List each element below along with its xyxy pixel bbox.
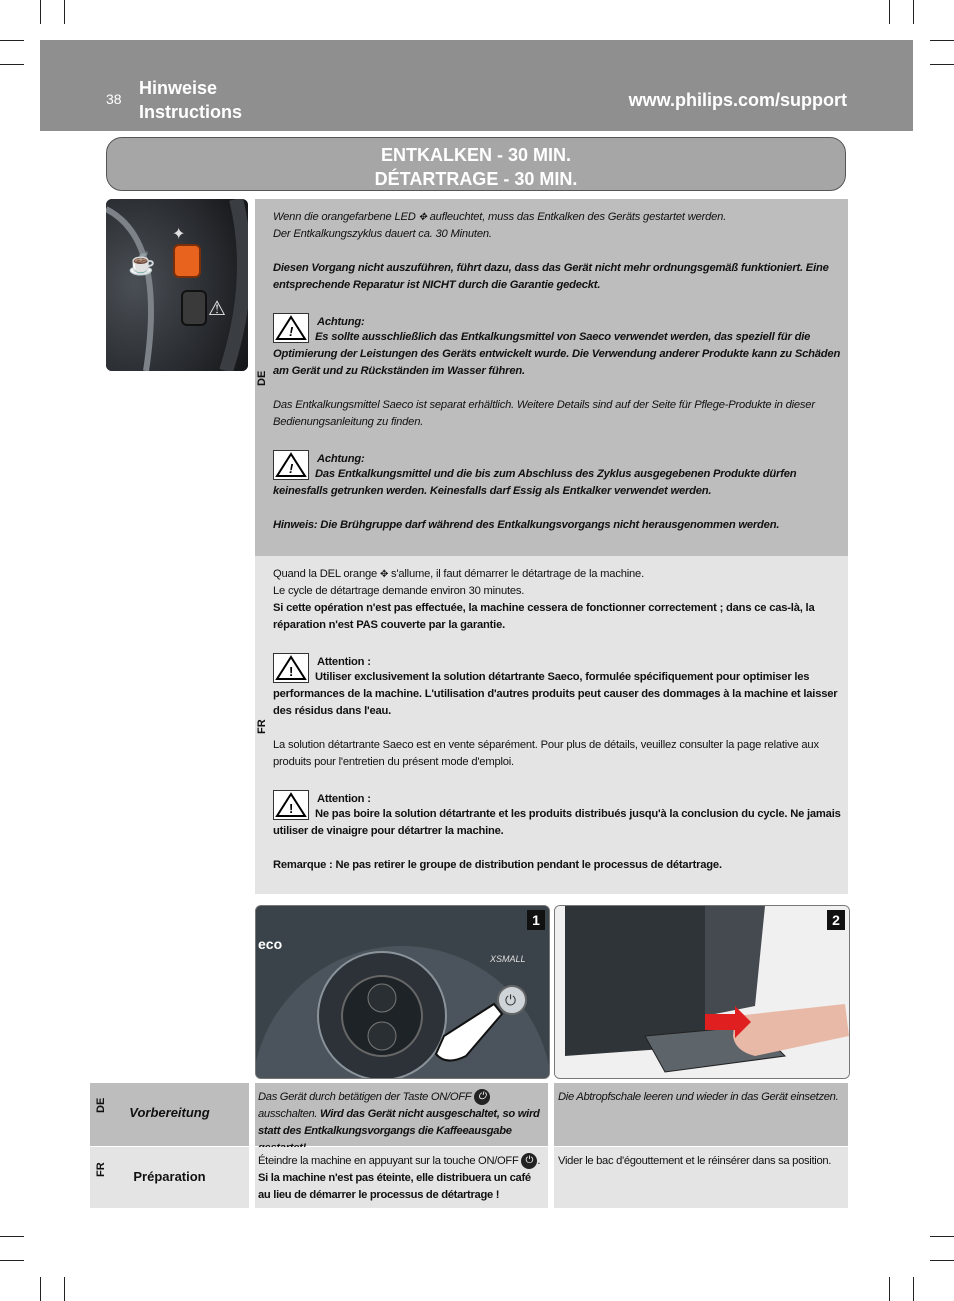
de-attention-1-title: Achtung: — [317, 316, 365, 328]
fr-led-intro: Quand la DEL orange — [273, 568, 378, 580]
warning-triangle-icon — [273, 653, 309, 683]
crop-mark — [64, 0, 65, 24]
crop-mark — [0, 40, 24, 41]
step-2-text: Vider le bac d'égouttement et le réinsérer dans sa position. — [558, 1155, 832, 1167]
de-descaler-info: Das Entkalkungsmittel Saeco ist separat erhältlich. Weitere Details sind auf der Seite für Pflege-Produkte in dieser Bedienungsanleitung zu finden. — [273, 399, 815, 428]
step-1-text: Das Gerät durch betätigen der Taste ON/OFF — [258, 1091, 472, 1103]
section-title-de: Hinweise — [139, 78, 218, 98]
page-title — [106, 137, 846, 191]
de-duration: Der Entkalkungszyklus dauert ca. 30 Minuten. — [273, 228, 492, 240]
warning-triangle-icon — [273, 790, 309, 820]
crop-mark — [0, 64, 24, 65]
crop-mark — [889, 0, 890, 24]
warning-triangle-icon — [273, 313, 309, 343]
step-1-warning: Wird das Gerät nicht ausgeschaltet, so wird statt des Entkalkungsvorgangs die Kaffeeausgabe — [258, 1108, 540, 1137]
step-1-cell — [255, 1147, 548, 1208]
fr-warning-text: Si cette opération n'est pas effectuée, la machine cessera de fonctionner correctement ; dans ce cas-là, la réparation n'est PAS couverte par la garantie. — [273, 602, 815, 631]
crop-mark — [40, 1277, 41, 1301]
svg-text:!: ! — [289, 324, 294, 339]
page-header — [40, 40, 913, 131]
brand-logo: eco — [258, 936, 283, 952]
fr-led-text: s'allume, il faut démarrer le détartrage de la machine. — [391, 568, 644, 580]
de-led-text: aufleuchtet, muss das Entkalken des Geräts gestartet werden. — [429, 211, 727, 223]
cup-steam-icon: ☕ — [128, 251, 156, 276]
warning-triangle-icon — [273, 450, 309, 480]
crop-mark — [0, 1260, 24, 1261]
lang-code-de: DE — [256, 370, 268, 386]
descale-led-icon: ✥ — [379, 569, 389, 580]
crop-mark — [40, 0, 41, 24]
step-1-warning: Si la machine n'est pas éteinte, elle distribuera un café au lieu de démarrer le processus de détartrage ! — [258, 1172, 531, 1201]
step-lang-cell — [90, 1083, 249, 1146]
step-1-cell — [255, 1083, 548, 1146]
steps-row-fr — [90, 1147, 848, 1208]
descale-icon: ✦ — [172, 226, 186, 243]
step-lang-code: DE — [95, 1097, 107, 1113]
de-warning-text: Diesen Vorgang nicht auszuführen, führt dazu, dass das Gerät nicht mehr ordnungsgemäß funktioniert. Eine entsprechende Reparatur ist NICHT durch die Garantie gedeckt. — [273, 262, 829, 291]
alarm-button — [182, 291, 206, 325]
crop-mark — [64, 1277, 65, 1301]
title-fr: DÉTARTRAGE - 30 MIN. — [374, 169, 578, 189]
control-panel-photo — [106, 199, 248, 371]
crop-mark — [913, 1277, 914, 1301]
step-2-text: Die Abtropfschale leeren und wieder in das Gerät einsetzen. — [558, 1091, 839, 1103]
step-2-cell — [554, 1147, 848, 1208]
de-attention-2-text: Das Entkalkungsmittel und die bis zum Abschluss des Zyklus ausgegebenen Produkte dürfen keinesfalls getrunken werden. Keinesfalls darf Essig als Entkalker verwendet werden. — [273, 468, 797, 497]
crop-mark — [0, 1236, 24, 1237]
instructions-de — [255, 199, 848, 556]
power-icon: ⏻ — [474, 1089, 490, 1105]
step-1-text-end: . — [537, 1155, 541, 1167]
model-logo: XSMALL — [490, 954, 526, 964]
svg-text:⏻: ⏻ — [505, 992, 517, 1008]
figure-number-1: 1 — [527, 910, 545, 930]
step-2-cell — [554, 1083, 848, 1146]
crop-mark — [930, 40, 954, 41]
support-url[interactable]: www.philips.com/support — [628, 90, 847, 110]
crop-mark — [930, 64, 954, 65]
step-heading: Préparation — [133, 1169, 206, 1184]
de-attention-1-text: Es sollte ausschließlich das Entkalkungsmittel von Saeco verwendet werden, das speziell für die Optimierung der Leistungen des Geräts entwickelt wurde. Die Verwendung anderer Produkte kann zu Schäden am Gerät und zu Rückständen im Wasser führen. — [273, 331, 841, 377]
crop-mark — [930, 1260, 954, 1261]
control-panel-illustration — [106, 199, 248, 371]
section-title-fr: Instructions — [139, 102, 243, 122]
svg-text:!: ! — [289, 801, 294, 816]
machine-panel-illustration — [256, 906, 549, 1078]
fr-attention-1-text: Utiliser exclusivement la solution détartrante Saeco, formulée spécifiquement pour optimiser les performances de la machine. L'utilisation d'autres produits peut causer des dommages à la machine et laisser des résidus dans l'eau. — [273, 671, 838, 717]
warning-icon: ⚠ — [208, 298, 226, 320]
power-icon: ⏻ — [521, 1153, 537, 1169]
page-number: 38 — [106, 91, 122, 107]
de-attention-2-title: Achtung: — [317, 453, 365, 465]
fr-duration: Le cycle de détartrage demande environ 30 minutes. — [273, 585, 525, 597]
de-led-intro: Wenn die orangefarbene LED — [273, 211, 416, 223]
de-note: Hinweis: Die Brühgruppe darf während des Entkalkungsvorgangs nicht herausgenommen werden. — [273, 519, 780, 531]
step-1-text: Éteindre la machine en appuyant sur la touche ON/OFF — [258, 1155, 519, 1167]
figure-number-2: 2 — [827, 910, 845, 930]
crop-mark — [913, 0, 914, 24]
fr-attention-2-text: Ne pas boire la solution détartrante et les produits distribués jusqu'à la conclusion du cycle. Ne jamais utiliser de vinaigre pour détartrer la machine. — [273, 808, 841, 837]
svg-text:!: ! — [289, 664, 294, 679]
step-1-text-end: ausschalten. — [258, 1108, 318, 1120]
svg-text:!: ! — [289, 461, 294, 476]
step-lang-code: FR — [95, 1162, 107, 1177]
fr-attention-2-title: Attention : — [317, 793, 371, 805]
crop-mark — [930, 1236, 954, 1237]
step-heading: Vorbereitung — [129, 1105, 210, 1120]
orange-led — [174, 245, 200, 277]
fr-descaler-info: La solution détartrante Saeco est en vente séparément. Pour plus de détails, veuillez consulter la page relative aux produits pour l'entretien du présent mode d'emploi. — [273, 739, 819, 768]
title-de: ENTKALKEN - 30 MIN. — [380, 145, 571, 165]
crop-mark — [889, 1277, 890, 1301]
instructions-fr — [255, 556, 848, 894]
figure-1-power-button — [255, 905, 550, 1079]
fr-note: Remarque : Ne pas retirer le groupe de distribution pendant le processus de détartrage. — [273, 859, 722, 871]
steps-row-de — [90, 1083, 848, 1146]
drip-tray-illustration — [555, 906, 849, 1078]
step-lang-cell — [90, 1147, 249, 1208]
fr-attention-1-title: Attention : — [317, 656, 371, 668]
lang-code-fr: FR — [256, 719, 268, 734]
figure-2-drip-tray — [554, 905, 850, 1079]
descale-led-icon: ✥ — [418, 212, 427, 223]
